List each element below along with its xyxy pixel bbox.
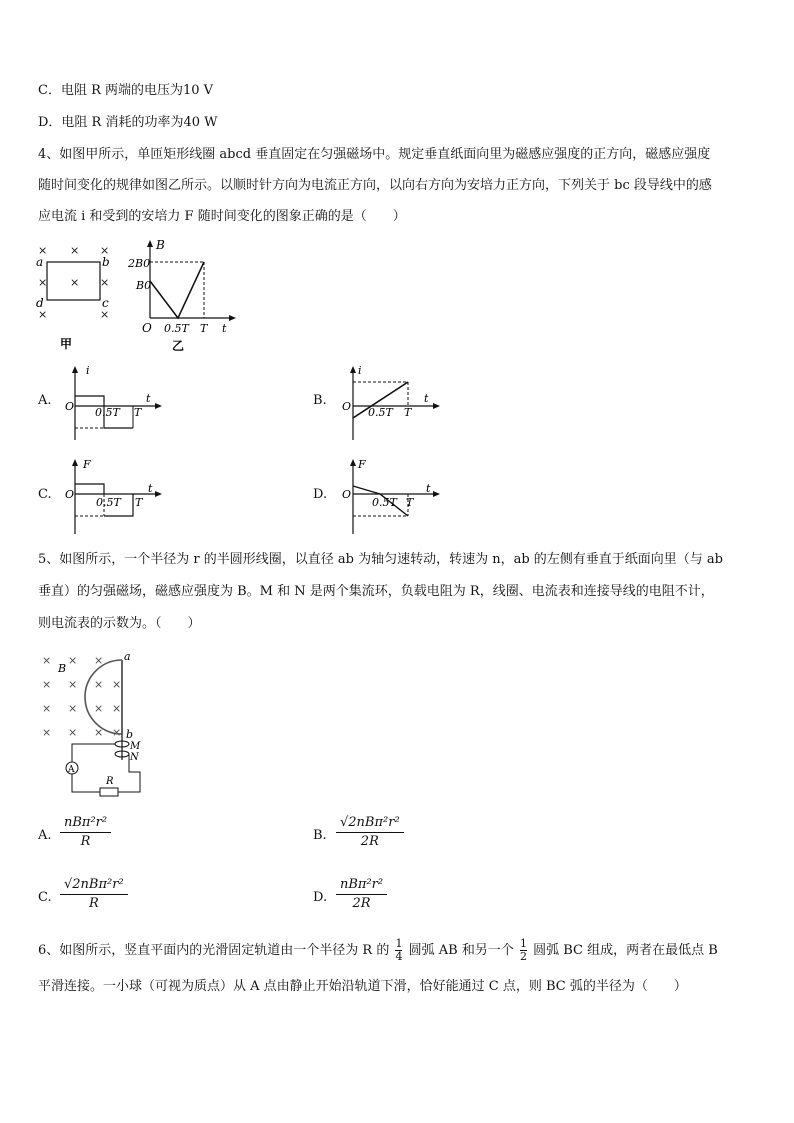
svg-text:A: A	[68, 765, 75, 775]
svg-text:×: ×	[42, 654, 52, 667]
graph-origin: O	[142, 321, 152, 335]
q5-option-d[interactable]: D.	[313, 890, 328, 905]
svg-text:×: ×	[100, 276, 110, 289]
q4-option-c-graph	[62, 454, 166, 536]
q4-option-b[interactable]: B.	[313, 393, 327, 408]
svg-text:i: i	[358, 364, 362, 377]
svg-text:0.5T: 0.5T	[368, 406, 393, 419]
q4-option-d-graph	[340, 454, 444, 536]
q4-text-line3: 应电流 i 和受到的安培力 F 随时间变化的图象正确的是（ ）	[38, 209, 406, 224]
graph-t-axis: t	[222, 322, 227, 335]
svg-text:×: ×	[70, 244, 80, 257]
svg-text:×: ×	[42, 702, 52, 715]
svg-text:T: T	[406, 496, 414, 509]
svg-text:F: F	[358, 458, 366, 471]
q4-text-line2: 随时间变化的规律如图乙所示。以顺时针方向为电流正方向，以向右方向为安培力正方向，下列关于 bc 段导线中的感	[38, 178, 712, 193]
coil-label-b: b	[102, 255, 110, 269]
q4-option-d[interactable]: D.	[313, 487, 328, 502]
svg-text:O: O	[342, 400, 352, 413]
graph-b-axis: B	[156, 238, 165, 252]
q4-option-a-graph	[62, 362, 166, 442]
svg-text:×: ×	[42, 678, 52, 691]
svg-text:×: ×	[68, 678, 78, 691]
q5-option-b[interactable]: B.	[313, 828, 327, 843]
svg-text:T: T	[404, 406, 412, 419]
svg-text:b: b	[126, 728, 134, 741]
graph-t-tick: T	[200, 322, 208, 335]
q5-option-c-formula: √2nBπ²r² R	[60, 877, 128, 912]
svg-text:×: ×	[94, 678, 104, 691]
fraction-half: $\frac{1}{2}$	[519, 937, 527, 963]
q5-option-c[interactable]: C.	[38, 890, 52, 905]
svg-text:×: ×	[94, 702, 104, 715]
svg-text:N: N	[130, 752, 139, 763]
svg-text:B: B	[58, 662, 67, 675]
svg-text:×: ×	[38, 276, 48, 289]
svg-text:O: O	[65, 400, 75, 413]
svg-text:×: ×	[112, 702, 122, 715]
svg-text:t: t	[424, 392, 429, 405]
q5-option-a[interactable]: A.	[38, 828, 52, 843]
q5-option-a-formula: nBπ²r² R	[60, 815, 111, 850]
graph-b0-tick: B0	[136, 279, 152, 292]
q5-figure	[38, 650, 158, 800]
svg-text:×: ×	[68, 702, 78, 715]
svg-text:×: ×	[42, 726, 52, 739]
q5-text-line2: 垂直）的匀强磁场，磁感应强度为 B。M 和 N 是两个集流环，负载电阻为 R，线圈、电流表和连接导线的电阻不计，	[38, 584, 714, 599]
svg-text:T: T	[135, 496, 143, 509]
q6-text-line2: 平滑连接。一小球（可视为质点）从 A 点由静止开始沿轨道下滑，恰好能通过 C 点，则 BC 弧的半径为（ ）	[38, 979, 687, 994]
svg-text:F: F	[83, 458, 91, 471]
fig-jia-label: 甲	[60, 337, 73, 351]
svg-text:t: t	[148, 482, 153, 495]
q4-figure-yi	[128, 238, 238, 356]
q4-text-line1: 4、如图甲所示，单匝矩形线圈 abcd 垂直固定在匀强磁场中。规定垂直纸面向里为磁感应强度的正方向，磁感应强度	[38, 147, 711, 162]
svg-text:×: ×	[70, 276, 80, 289]
svg-text:M: M	[130, 741, 141, 752]
coil-label-a: a	[36, 255, 44, 269]
svg-text:×: ×	[38, 308, 48, 321]
svg-text:t: t	[146, 392, 151, 405]
svg-text:×: ×	[68, 654, 78, 667]
svg-text:O: O	[65, 488, 75, 501]
q5-option-d-formula: nBπ²r² 2R	[336, 877, 387, 912]
graph-2b0-tick: 2B0	[128, 257, 151, 270]
svg-text:O: O	[342, 488, 352, 501]
svg-text:×: ×	[112, 726, 122, 739]
q4-option-c[interactable]: C.	[38, 487, 52, 502]
svg-text:t: t	[426, 482, 431, 495]
q4-option-a[interactable]: A.	[38, 393, 52, 408]
graph-half-t: 0.5T	[164, 322, 189, 335]
q4-option-b-graph	[340, 362, 444, 442]
svg-text:×: ×	[112, 678, 122, 691]
svg-text:R: R	[106, 776, 114, 787]
svg-text:0.5T: 0.5T	[95, 406, 120, 419]
svg-text:×: ×	[100, 244, 110, 257]
svg-text:0.5T: 0.5T	[96, 496, 121, 509]
q5-text-line3: 则电流表的示数为。（ ）	[38, 616, 201, 631]
coil-label-c: c	[102, 296, 109, 310]
prev-option-d: D．电阻 R 消耗的功率为40 W	[38, 115, 218, 130]
fig-yi-label: 乙	[172, 339, 185, 353]
q5-option-b-formula: √2nBπ²r² 2R	[336, 815, 404, 850]
svg-text:×: ×	[94, 654, 104, 667]
svg-text:×: ×	[68, 726, 78, 739]
q6-text-line1: 6、如图所示，竖直平面内的光滑固定轨道由一个半径为 R 的 $\frac{1}{4}$ 圆弧 AB 和另一个 $\frac{1}{2}$ 圆弧 BC 组成，两者在最低点 B	[38, 937, 718, 963]
svg-text:a: a	[124, 650, 131, 663]
fraction-quarter: $\frac{1}{4}$	[395, 937, 403, 963]
svg-text:×: ×	[100, 308, 110, 321]
svg-text:i: i	[86, 364, 90, 377]
q4-figure-jia	[32, 240, 122, 355]
prev-option-c: C．电阻 R 两端的电压为10 V	[38, 83, 214, 98]
svg-text:×: ×	[94, 726, 104, 739]
svg-text:0.5T: 0.5T	[372, 496, 397, 509]
svg-text:T: T	[134, 406, 142, 419]
coil-label-d: d	[36, 296, 44, 310]
svg-text:×: ×	[38, 244, 48, 257]
q5-text-line1: 5、如图所示，一个半径为 r 的半圆形线圈，以直径 ab 为轴匀速转动，转速为 n，ab 的左侧有垂直于纸面向里（与 ab	[38, 552, 724, 567]
